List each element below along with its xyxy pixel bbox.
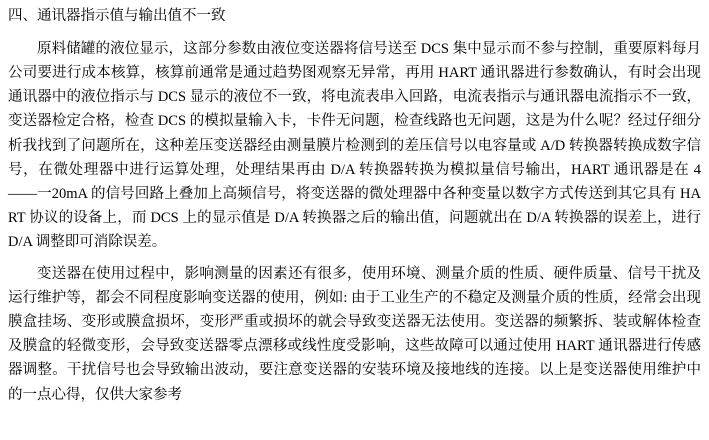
section-heading: 四、通讯器指示值与输出值不一致 (8, 8, 226, 24)
paragraph-1: 原料储罐的液位显示，这部分参数由液位变送器将信号送至 DCS 集中显示而不参与控制，重要原料每月公司要进行成本核算，核算前通常是通过趋势图观察无异常，再用 HART 通讯器进行参数确认，有时会出现通讯器中的液位指示与 DCS 显示的液位不一致，将电流表串入回路，电流表指示与通讯器电流指示不一致，变送器检定合格，检查 DCS 的模拟量输入卡，卡件无问题，检查线路也无问题，这是为什么呢？经过仔细分析我找到了问题所在，这种差压变送器经由测量膜片检测到的差压信号以电容量或 A/D 转换器转换成数字信号，在微处理器中进行运算处理，处理结果再由 D/A 转换器转换为模拟量信号输出，HART 通讯器是在 4——一20mA 的信号回路上叠加上高频信号，将变送器的微处理器中各种变量以数字方式传送到其它具有 HART 协议的设备上，而 DCS 上的显示值是 D/A 转换器之后的输出值，问题就出在 D/A 转换器的误差上，进行 D/A 调整即可消除误差。 (8, 40, 701, 251)
paragraph-2: 变送器在使用过程中，影响测量的因素还有很多，使用环境、测量介质的性质、硬件质量、信号干扰及运行维护等，都会不同程度影响变送器的使用，例如: 由于工业生产的不稳定及测量介质的性质，经常会出现膜盒挂场、变形或膜盒损坏，变形严重或损坏的就会导致变送器无法使用。变送器的频繁拆、装或解体检查及膜盒的轻微变形，会导致变送器零点漂移或线性度受影响，这些故障可以通过使用 HART 通讯器进行传感器调整。干扰信号也会导致输出波动，要注意变送器的安装环境及接地线的连接。以上是变送器使用维护中的一点心得，仅供大家参考 (8, 265, 701, 403)
